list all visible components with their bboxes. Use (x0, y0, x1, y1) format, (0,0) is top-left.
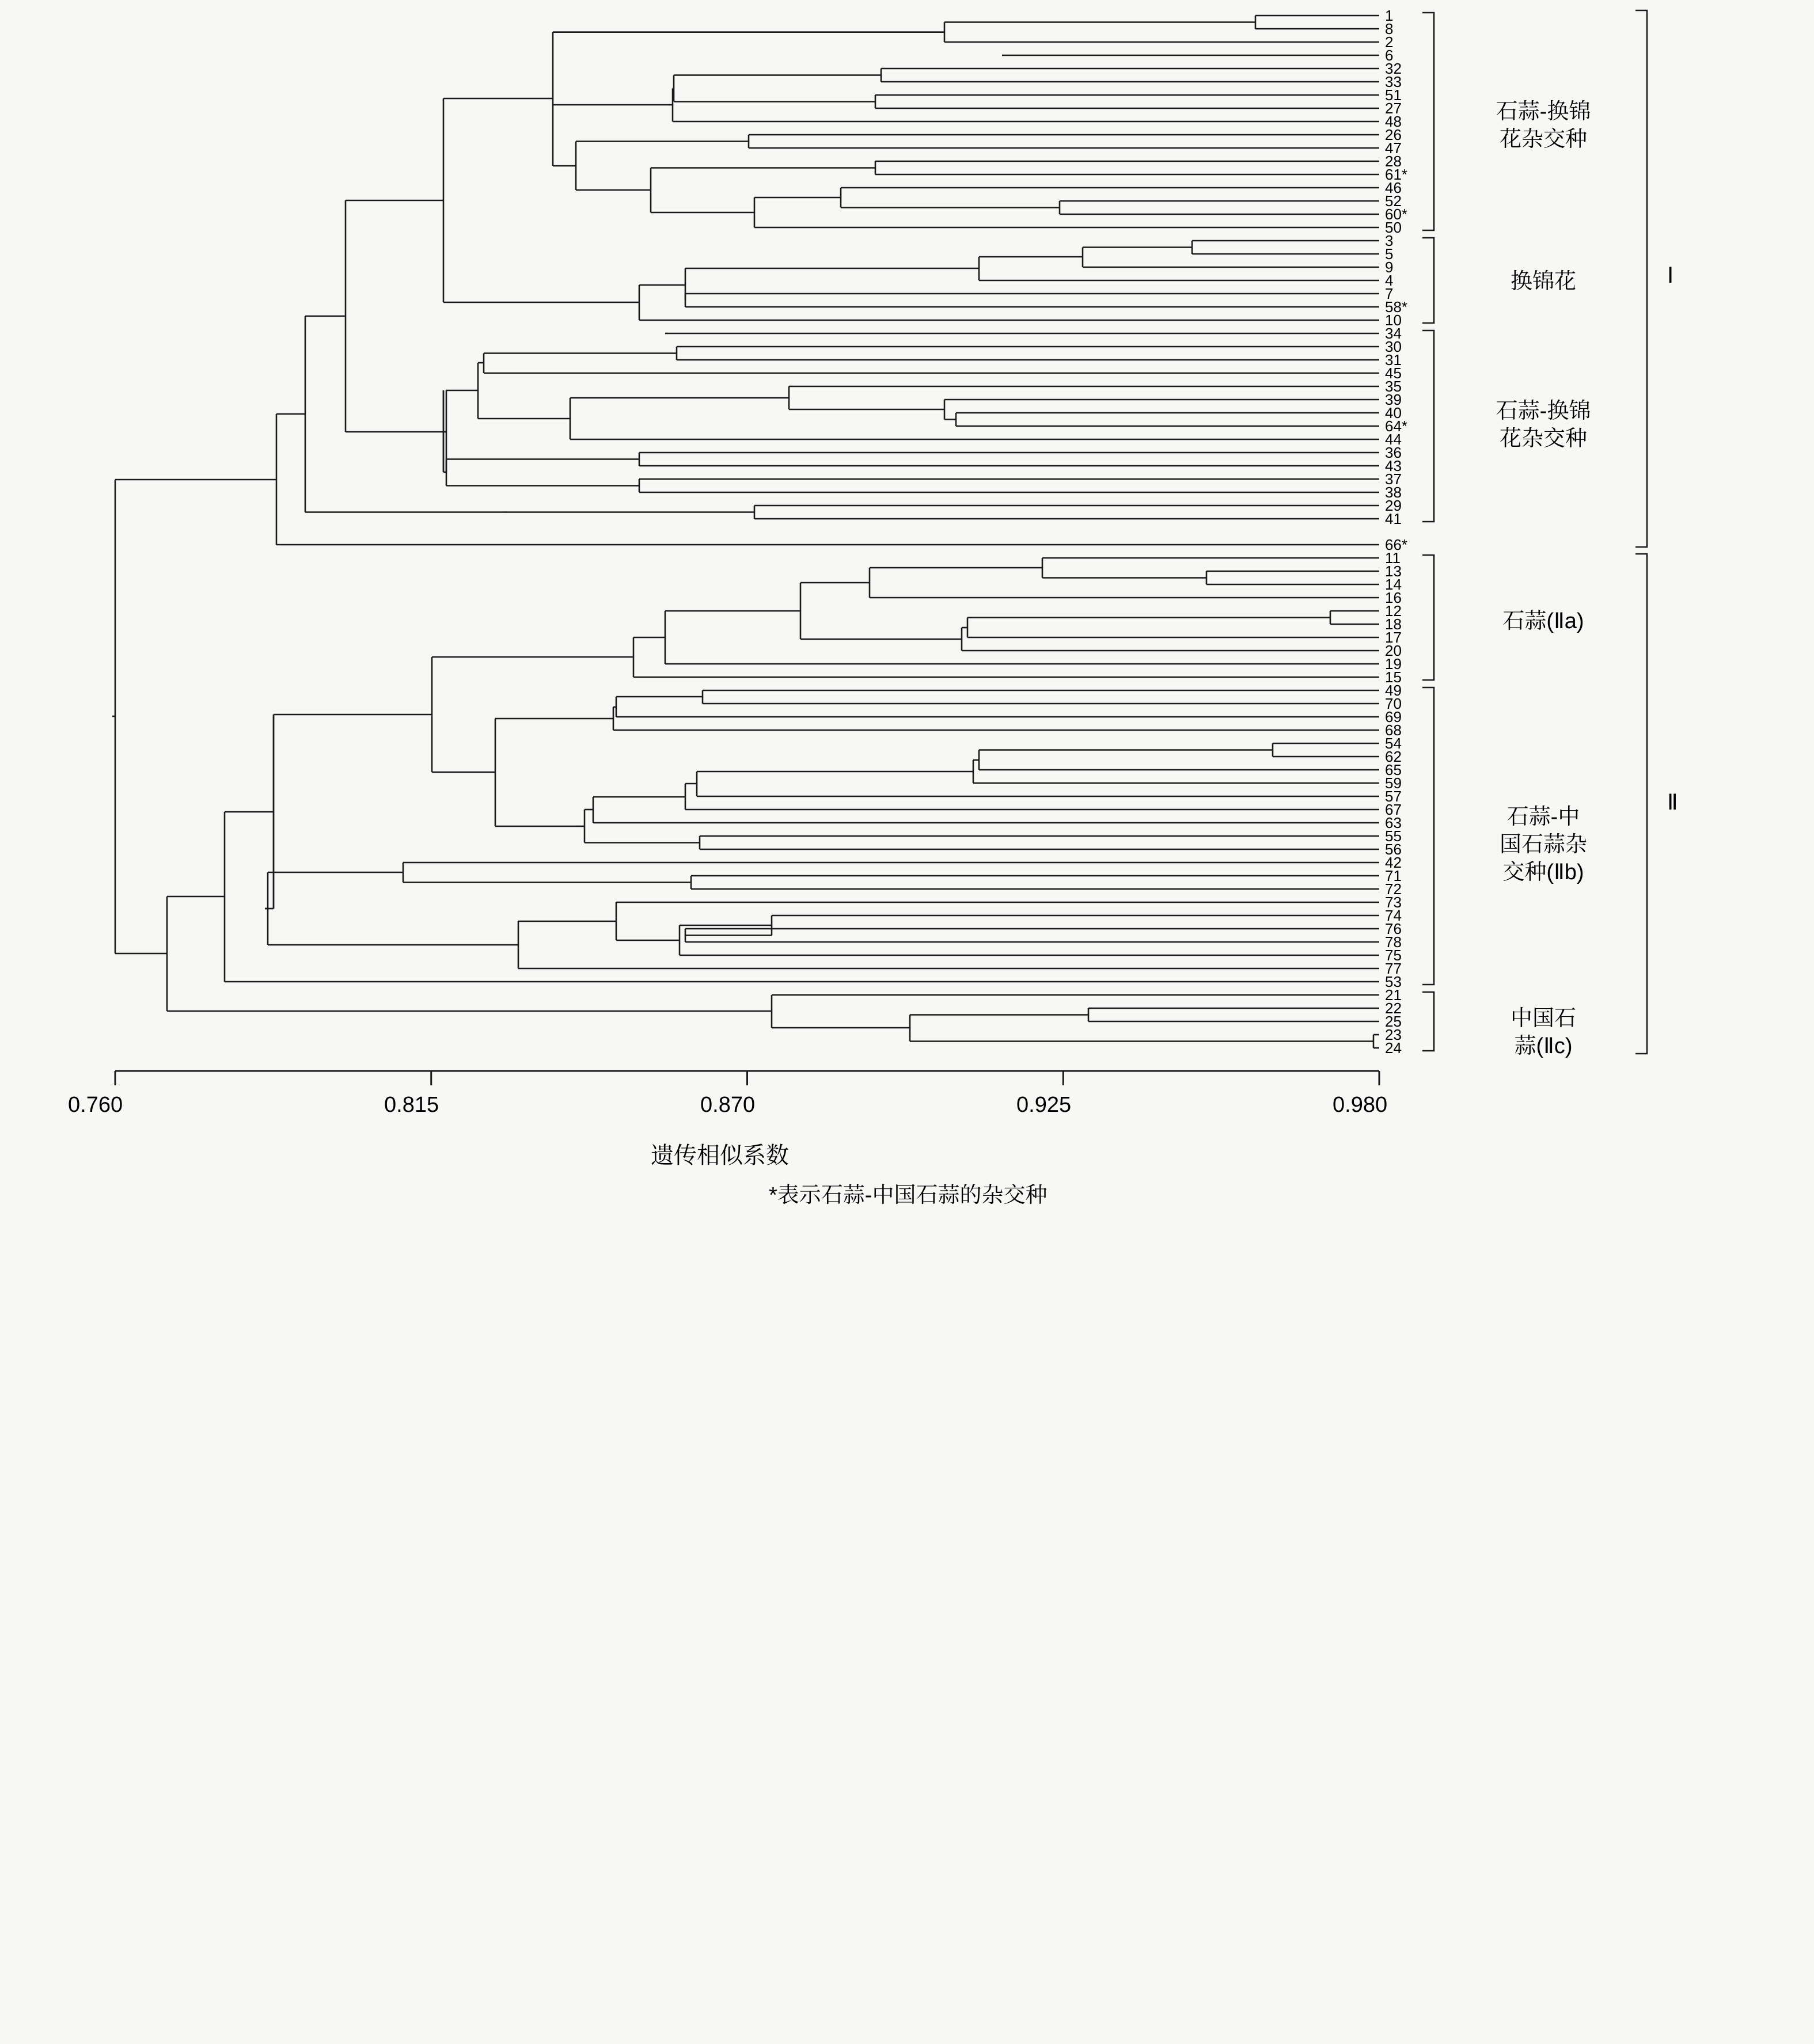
leaf-label: 2 (1385, 33, 1394, 51)
leaf-label: 30 (1385, 338, 1402, 355)
leaf-label: 25 (1385, 1013, 1402, 1030)
group-label-line: 花杂交种 (1499, 127, 1587, 151)
leaf-label: 60* (1385, 206, 1408, 223)
supercluster-label-I: Ⅰ (1667, 264, 1674, 288)
leaf-label: 38 (1385, 484, 1402, 501)
leaf-label: 58* (1385, 298, 1408, 316)
leaf-label: 8 (1385, 20, 1394, 37)
x-tick-label-0: 0.760 (68, 1093, 123, 1117)
x-tick-label-1: 0.815 (384, 1093, 439, 1117)
leaf-label: 72 (1385, 880, 1402, 898)
leaf-label: 45 (1385, 364, 1402, 382)
leaf-label: 70 (1385, 695, 1402, 712)
group-label-hybrid-IIb (1457, 803, 1630, 886)
group-label-line: 石蒜-中 (1506, 805, 1580, 829)
figure-note: *表示石蒜-中国石蒜的杂交种 (769, 1183, 1048, 1207)
x-tick-label-2: 0.870 (700, 1093, 756, 1117)
leaf-label: 63 (1385, 814, 1402, 831)
leaf-label: 48 (1385, 113, 1402, 130)
group-label-line: 石蒜-换锦 (1496, 399, 1591, 423)
leaf-label: 46 (1385, 179, 1402, 196)
leaf-label: 3 (1385, 232, 1394, 249)
leaf-label: 20 (1385, 642, 1402, 659)
leaf-label: 40 (1385, 404, 1402, 421)
group-label-shisuan-IIa (1457, 607, 1630, 635)
x-axis-title: 遗传相似系数 (651, 1143, 789, 1168)
leaf-label: 78 (1385, 933, 1402, 951)
leaf-label: 49 (1385, 682, 1402, 699)
leaf-label: 18 (1385, 616, 1402, 633)
leaf-label: 4 (1385, 272, 1394, 289)
leaf-label: 15 (1385, 668, 1402, 686)
group-label-hybrid-2 (1457, 397, 1630, 453)
leaf-label: 67 (1385, 801, 1402, 818)
leaf-label: 77 (1385, 960, 1402, 977)
leaf-label: 75 (1385, 947, 1402, 964)
leaf-label: 1 (1385, 7, 1394, 24)
leaf-label: 19 (1385, 655, 1402, 673)
leaf-label: 34 (1385, 325, 1402, 342)
x-tick-label-4: 0.980 (1333, 1093, 1388, 1117)
leaf-label: 13 (1385, 563, 1402, 580)
leaf-label: 54 (1385, 735, 1402, 752)
leaf-label: 37 (1385, 470, 1402, 488)
leaf-label: 56 (1385, 841, 1402, 858)
leaf-label: 36 (1385, 444, 1402, 461)
leaf-label: 26 (1385, 126, 1402, 143)
leaf-label: 42 (1385, 854, 1402, 871)
group-label-hybrid-1 (1457, 98, 1630, 153)
leaf-label: 24 (1385, 1039, 1402, 1057)
leaf-label: 32 (1385, 60, 1402, 77)
leaf-label: 51 (1385, 86, 1402, 104)
leaf-label: 73 (1385, 894, 1402, 911)
leaf-label: 6 (1385, 47, 1394, 64)
leaf-label: 57 (1385, 788, 1402, 805)
leaf-label: 61* (1385, 166, 1408, 183)
leaf-label: 52 (1385, 192, 1402, 210)
leaf-label: 27 (1385, 100, 1402, 117)
leaf-label: 47 (1385, 139, 1402, 157)
group-label-huanjinhua (1457, 268, 1630, 295)
leaf-label: 12 (1385, 602, 1402, 620)
leaf-label: 16 (1385, 589, 1402, 606)
group-label-line: 花杂交种 (1499, 427, 1587, 451)
leaf-label: 53 (1385, 973, 1402, 990)
leaf-label: 59 (1385, 774, 1402, 792)
leaf-label: 23 (1385, 1026, 1402, 1043)
leaf-label: 22 (1385, 1000, 1402, 1017)
group-label-line: 石蒜(Ⅱa) (1502, 609, 1584, 633)
leaf-label: 55 (1385, 827, 1402, 845)
leaf-label: 31 (1385, 351, 1402, 368)
leaf-label: 5 (1385, 245, 1394, 263)
leaf-label: 66* (1385, 536, 1408, 553)
group-label-line: 中国石 (1510, 1006, 1576, 1031)
leaf-label: 7 (1385, 285, 1394, 302)
leaf-label: 44 (1385, 431, 1402, 448)
leaf-label: 74 (1385, 907, 1402, 924)
supercluster-label-II: Ⅱ (1667, 791, 1678, 815)
leaf-label: 43 (1385, 457, 1402, 474)
leaf-label: 11 (1385, 549, 1401, 567)
leaf-label: 62 (1385, 748, 1402, 765)
leaf-label: 28 (1385, 153, 1402, 170)
leaf-label: 68 (1385, 721, 1402, 739)
leaf-label: 17 (1385, 629, 1402, 646)
leaf-label: 65 (1385, 761, 1402, 778)
leaf-label: 10 (1385, 311, 1402, 329)
leaf-label: 64* (1385, 417, 1408, 435)
group-label-line: 蒜(Ⅱc) (1514, 1034, 1573, 1058)
group-label-line: 换锦花 (1510, 269, 1576, 294)
leaf-label: 21 (1385, 986, 1402, 1004)
leaf-label: 50 (1385, 219, 1402, 236)
group-label-line: 交种(Ⅱb) (1502, 860, 1584, 884)
group-label-chinese-IIc (1457, 1005, 1630, 1060)
leaf-label: 71 (1385, 867, 1402, 884)
leaf-label: 35 (1385, 378, 1402, 395)
group-label-line: 国石蒜杂 (1499, 833, 1587, 857)
leaf-label: 14 (1385, 576, 1402, 593)
leaf-label: 29 (1385, 497, 1402, 514)
leaf-label: 33 (1385, 73, 1402, 90)
leaf-label: 39 (1385, 391, 1402, 408)
leaf-label: 69 (1385, 708, 1402, 725)
x-tick-label-3: 0.925 (1016, 1093, 1072, 1117)
group-label-line: 石蒜-换锦 (1496, 100, 1591, 124)
leaf-label: 41 (1385, 510, 1402, 527)
leaf-label: 76 (1385, 920, 1402, 937)
leaf-label: 9 (1385, 259, 1394, 276)
